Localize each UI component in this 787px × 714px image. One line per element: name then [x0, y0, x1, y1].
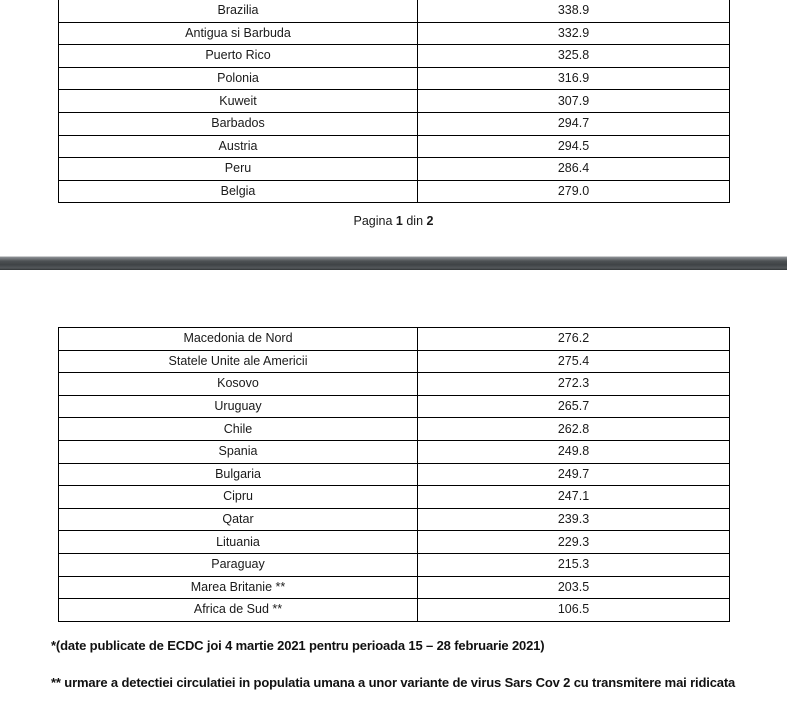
table-row — [59, 418, 730, 441]
incidence-table-page-2 — [58, 327, 730, 622]
table-row — [59, 553, 730, 576]
cell-value: 316.9 — [418, 67, 730, 90]
page-indicator-prefix: Pagina — [353, 214, 393, 228]
cell-country: Kosovo — [59, 373, 418, 396]
cell-value: 307.9 — [418, 90, 730, 113]
table-row — [59, 112, 730, 135]
table-row — [59, 67, 730, 90]
cell-value: 272.3 — [418, 373, 730, 396]
cell-value: 286.4 — [418, 158, 730, 181]
cell-country: Macedonia de Nord — [59, 328, 418, 351]
cell-country: Brazilia — [59, 0, 418, 22]
page-indicator — [0, 214, 787, 228]
cell-value: 215.3 — [418, 553, 730, 576]
cell-country: Puerto Rico — [59, 45, 418, 68]
cell-country: Paraguay — [59, 553, 418, 576]
page-separator-band — [0, 256, 787, 270]
cell-country: Africa de Sud ** — [59, 599, 418, 622]
cell-value: 229.3 — [418, 531, 730, 554]
table-row — [59, 135, 730, 158]
table-row — [59, 90, 730, 113]
cell-value: 106.5 — [418, 599, 730, 622]
footnote-source: *(date publicate de ECDC joi 4 martie 2021 pentru perioada 15 – 28 februarie 2021) — [51, 638, 545, 653]
table-row — [59, 328, 730, 351]
cell-country: Spania — [59, 440, 418, 463]
cell-value: 325.8 — [418, 45, 730, 68]
cell-value: 279.0 — [418, 180, 730, 203]
cell-value: 203.5 — [418, 576, 730, 599]
incidence-table-body-2 — [59, 328, 730, 622]
page-indicator-total: 2 — [426, 214, 434, 228]
cell-value: 276.2 — [418, 328, 730, 351]
cell-country: Qatar — [59, 508, 418, 531]
table-row — [59, 531, 730, 554]
cell-country: Peru — [59, 158, 418, 181]
document-page-1 — [0, 0, 787, 256]
table-row — [59, 599, 730, 622]
cell-value: 247.1 — [418, 486, 730, 509]
footnotes-block — [51, 623, 751, 706]
page-indicator-current: 1 — [395, 214, 403, 228]
cell-value: 239.3 — [418, 508, 730, 531]
table-row — [59, 350, 730, 373]
cell-value: 249.7 — [418, 463, 730, 486]
cell-country: Polonia — [59, 67, 418, 90]
page-indicator-separator: din — [406, 214, 424, 228]
cell-country: Statele Unite ale Americii — [59, 350, 418, 373]
cell-country: Lituania — [59, 531, 418, 554]
cell-country: Austria — [59, 135, 418, 158]
cell-country: Antigua si Barbuda — [59, 22, 418, 45]
cell-value: 338.9 — [418, 0, 730, 22]
table-row — [59, 463, 730, 486]
cell-country: Chile — [59, 418, 418, 441]
cell-country: Belgia — [59, 180, 418, 203]
cell-country: Bulgaria — [59, 463, 418, 486]
cell-country: Kuweit — [59, 90, 418, 113]
cell-country: Barbados — [59, 112, 418, 135]
table-row — [59, 440, 730, 463]
cell-value: 249.8 — [418, 440, 730, 463]
cell-country: Marea Britanie ** — [59, 576, 418, 599]
table-row — [59, 158, 730, 181]
table-row — [59, 0, 730, 22]
cell-value: 265.7 — [418, 395, 730, 418]
cell-value: 294.7 — [418, 112, 730, 135]
cell-value: 262.8 — [418, 418, 730, 441]
cell-value: 294.5 — [418, 135, 730, 158]
incidence-table-page-1 — [58, 0, 730, 203]
table-row — [59, 508, 730, 531]
footnote-variants: ** urmare a detectiei circulatiei in populatia umana a unor variante de virus Sars Cov 2 cu transmitere mai ridicata — [51, 675, 736, 691]
table-row — [59, 180, 730, 203]
table-row — [59, 395, 730, 418]
cell-value: 332.9 — [418, 22, 730, 45]
table-row — [59, 576, 730, 599]
incidence-table-body-1 — [59, 0, 730, 203]
table-row — [59, 22, 730, 45]
table-row — [59, 373, 730, 396]
cell-value: 275.4 — [418, 350, 730, 373]
cell-country: Uruguay — [59, 395, 418, 418]
cell-country: Cipru — [59, 486, 418, 509]
table-row — [59, 45, 730, 68]
document-page-2 — [0, 270, 787, 714]
table-row — [59, 486, 730, 509]
